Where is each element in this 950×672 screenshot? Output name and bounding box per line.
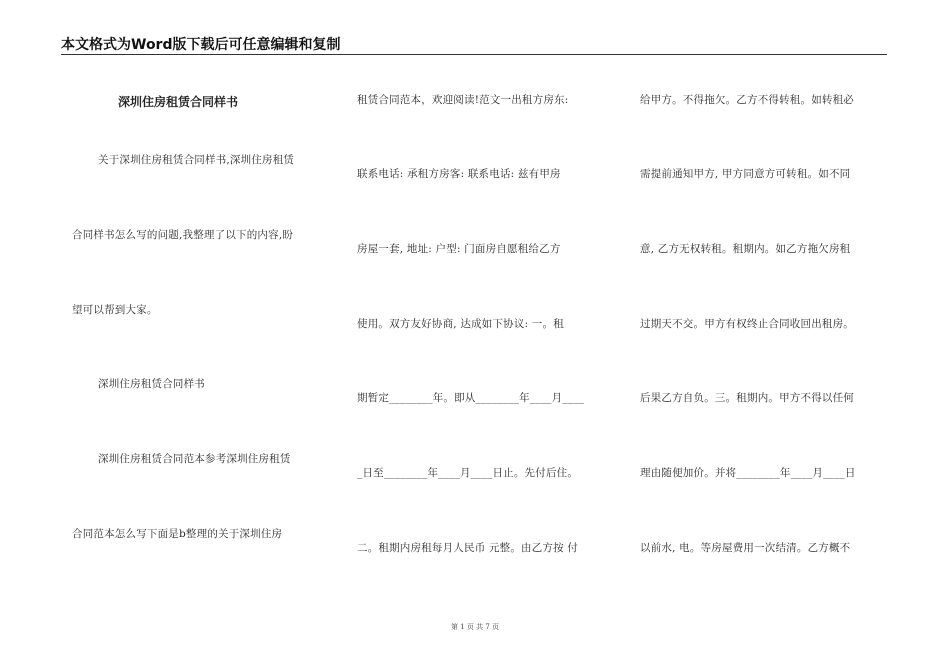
text-line: _日至________年____月____日止。先付后住。 (357, 467, 579, 479)
text-line: 合同范本怎么写下面是b整理的关于深圳住房 (72, 528, 283, 540)
text-line: 租赁合同范本，欢迎阅读!范文一出租方房东: (357, 94, 569, 106)
text-line: 深圳住房租赁合同样书 (98, 378, 205, 390)
page-number: 第 1 页 共 7 页 (450, 623, 500, 631)
text-line: 过期天不交。甲方有权终止合同收回出租房。 (640, 318, 854, 330)
text-line: 深圳住房租赁合同范本参考深圳住房租赁 (98, 453, 291, 465)
text-line: 关于深圳住房租赁合同样书,深圳住房租赁 (98, 154, 295, 166)
text-line: 后果乙方自负。三。租期内。甲方不得以任何 (640, 392, 854, 404)
text-line: 望可以帮到大家。 (72, 304, 158, 316)
text-line: 使用。双方友好协商, 达成如下协议: 一。租 (357, 318, 564, 330)
text-line: 房屋一套, 地址: 户型: 门面房自愿租给乙方 (357, 243, 561, 255)
text-line: 意, 乙方无权转租。租期内。如乙方拖欠房租 (640, 243, 851, 255)
text-line: 给甲方。不得拖欠。乙方不得转租。如转租必 (640, 94, 854, 106)
text-line: 以前水, 电。等房屋费用一次结清。乙方概不 (640, 542, 851, 554)
text-line: 理由随便加价。并将________年____月____日 (640, 467, 856, 479)
document-header-title: 本文格式为Word版下载后可任意编辑和复制 (61, 37, 341, 53)
text-line: 二。租期内房租每月人民币 元整。由乙方按 付 (357, 542, 579, 554)
document-title: 深圳住房租赁合同样书 (118, 95, 239, 109)
text-line: 期暂定________年。即从________年____月____ (357, 392, 585, 404)
text-column-2 (357, 0, 607, 672)
text-column-3 (640, 0, 886, 672)
text-line: 联系电话: 承租方房客: 联系电话: 兹有甲房 (357, 168, 561, 180)
text-line: 合同样书怎么写的问题,我整理了以下的内容,盼 (72, 229, 294, 241)
text-column-1 (72, 0, 328, 672)
text-line: 需提前通知甲方, 甲方同意方可转租。如不同 (640, 168, 851, 180)
